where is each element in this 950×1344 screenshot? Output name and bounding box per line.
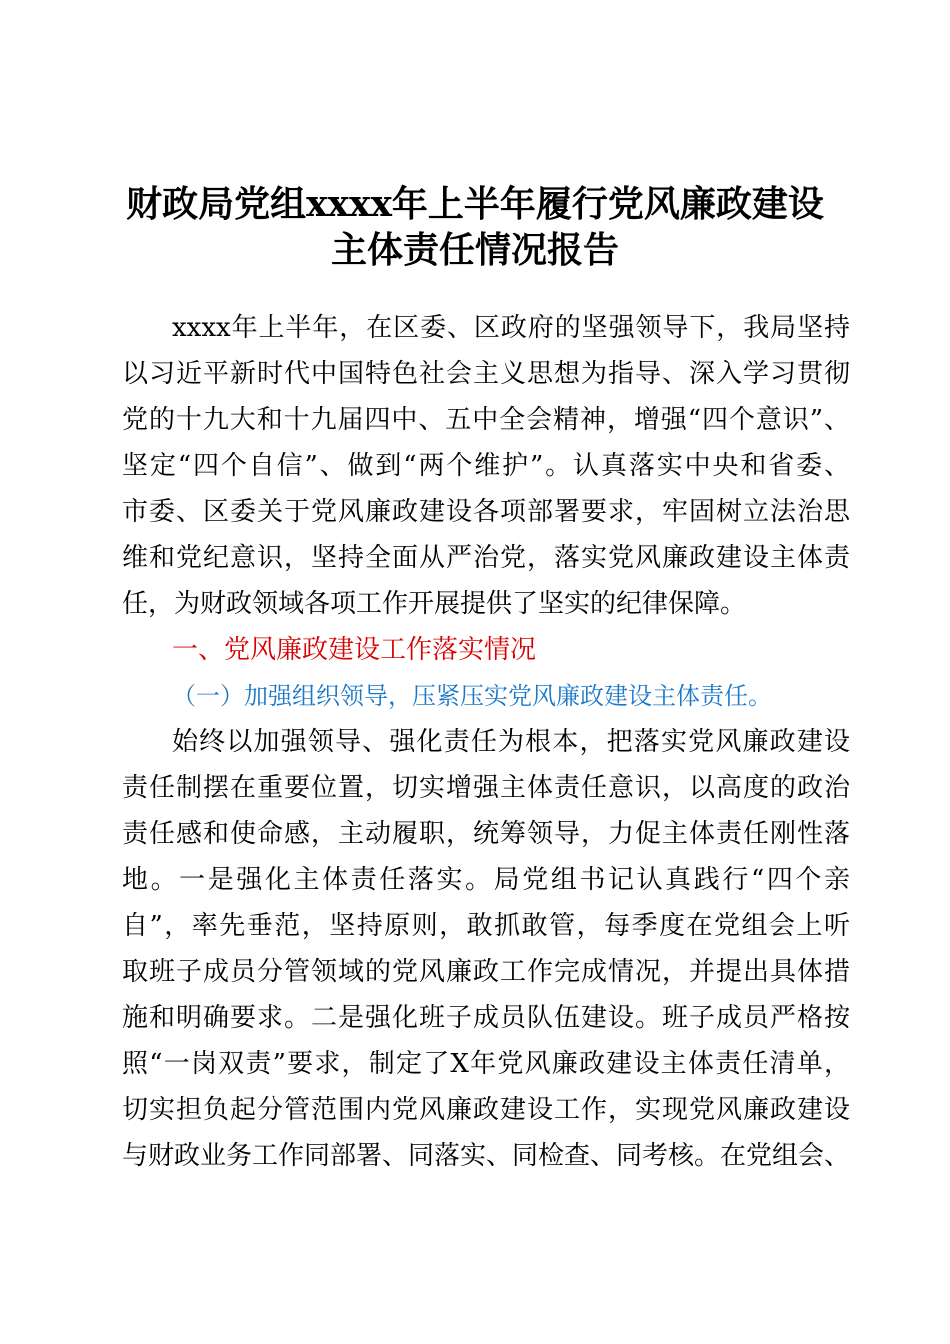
body-line: 切实担负起分管范围内党风廉政建设工作，实现党风廉政建设: [122, 1095, 850, 1125]
subsection-heading: （一）加强组织领导，压紧压实党风廉政建设主体责任。: [172, 682, 772, 710]
body-line: 与财政业务工作同部署、同落实、同检查、同考核。在党组会、: [122, 1141, 851, 1171]
intro-line: 市委、区委关于党风廉政建设各项部署要求，牢固树立法治思: [122, 497, 850, 527]
document-title-line-1: 财政局党组xxxx年上半年履行党风廉政建设: [126, 183, 824, 225]
intro-line: 维和党纪意识，坚持全面从严治党，落实党风廉政建设主体责: [122, 543, 850, 573]
document-title-line-2: 主体责任情况报告: [330, 229, 619, 271]
intro-line: 坚定“四个自信”、做到“两个维护”。认真落实中央和省委、: [122, 451, 850, 481]
intro-line: 任，为财政领域各项工作开展提供了坚实的纪律保障。: [122, 589, 747, 619]
body-line: 取班子成员分管领域的党风廉政工作完成情况，并提出具体措: [122, 957, 850, 987]
body-line: 地。一是强化主体责任落实。局党组书记认真践行“四个亲: [122, 865, 850, 895]
body-line: 始终以加强领导、强化责任为根本，把落实党风廉政建设: [172, 727, 850, 757]
body-line: 自”，率先垂范，坚持原则，敢抓敢管，每季度在党组会上听: [122, 911, 850, 941]
body-line: 责任制摆在重要位置，切实增强主体责任意识，以高度的政治: [122, 773, 850, 803]
body-line: 责任感和使命感，主动履职，统筹领导，力促主体责任刚性落: [122, 819, 850, 849]
intro-line: 党的十九大和十九届四中、五中全会精神，增强“四个意识”、: [122, 405, 850, 435]
section-heading: 一、党风廉政建设工作落实情况: [172, 635, 537, 665]
intro-line: xxxx年上半年，在区委、区政府的坚强领导下，我局坚持: [172, 313, 850, 343]
intro-line: 以习近平新时代中国特色社会主义思想为指导、深入学习贯彻: [122, 359, 850, 389]
body-line: 施和明确要求。二是强化班子成员队伍建设。班子成员严格按: [122, 1003, 850, 1033]
body-line: 照“一岗双责”要求，制定了X年党风廉政建设主体责任清单，: [122, 1049, 850, 1079]
